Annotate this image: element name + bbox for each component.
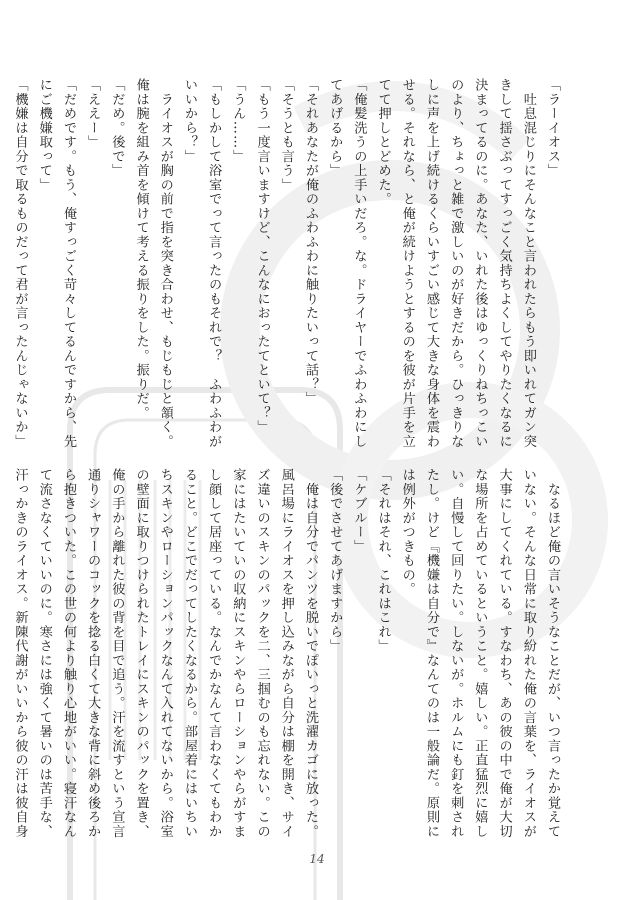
text-line: な場所を占めているということ。嬉しい。正直猛烈に嬉し: [472, 468, 488, 839]
text-line: い。自慢して回りたい。しないが。ホルムにも釘を刺され: [448, 468, 464, 839]
text-line: 決まってるのに。あなた、いれた後はゆっくりねちっこい: [472, 78, 488, 449]
text-line: 「それはそれ、これはこれ」: [375, 468, 391, 654]
text-line: ること。どこでだってしたくなるから。部屋着にはいちい: [181, 468, 197, 839]
text-line: ら抱きついた。この世の何より触り心地がいい。寝汗なん: [60, 468, 76, 839]
text-line: しに声を上げ続けるくらいすごい感じて大きな身体を震わ: [423, 78, 439, 449]
text-line: 「機嫌は自分で取るものだって君が言ったんじゃないか」: [12, 78, 28, 449]
lower-text-block: [12, 468, 564, 839]
text-line: のより、ちょっと雑で激しいのが好きだから。ひっきりな: [448, 78, 464, 449]
text-line: にご機嫌取って」: [36, 78, 52, 192]
text-line: てあげるから」: [327, 78, 343, 178]
text-line: し顔して居座っている。なんでかなんて言わなくてもわか: [206, 468, 222, 839]
text-line: 「それあなたが俺のふわふわに触りたいって話？」: [302, 78, 318, 406]
text-line: 「俺髪洗うの上手いだろ。な。ドライヤーでふわふわにし: [351, 78, 367, 449]
text-line: の壁面に取りつけられたトレイにスキンのパックを置き、: [133, 468, 149, 839]
text-line: きして揺さぶってすっごく気持ちよくしてやりたくなるに: [496, 78, 512, 449]
text-line: 大事にしてくれている。すなわち、あの彼の中で俺が大切: [496, 468, 512, 839]
text-line: 「ケブルー」: [351, 468, 367, 554]
text-line: 「ラーイオス」: [545, 78, 560, 178]
text-line: たし。けど『機嫌は自分で』なんてのは一般論だ。原則に: [423, 468, 439, 839]
text-line: 「だめです。もう、俺すっごく苛々してるんですから、先: [60, 78, 76, 449]
text-line: 家にはたいていの収納にスキンやらローションやらがすま: [230, 468, 246, 839]
text-line: 通りシャワーのコックを捻る白くて大きな背に斜め後ろか: [85, 468, 101, 839]
text-line: て流さなくていいのに。寒さには強くて暑いのは苦手な、: [36, 468, 52, 839]
text-line: 俺は腕を組み首を傾けて考える振りをした。振りだ。: [133, 78, 149, 420]
text-line: 俺の手から離れた彼の背を目で追う。汗を流すという宣言: [109, 468, 125, 839]
text-line: ライオスが胸の前で指を突き合わせ、もじもじと頷く。: [157, 78, 173, 449]
text-line: 吐息混じりにそんなこと言われたらもう即いれてガン突: [520, 78, 536, 449]
text-line: 「うん……」: [230, 78, 246, 164]
text-line: いない。そんな日常に取り紛れた俺の言葉を、ライオスが: [520, 468, 536, 839]
text-line: 「もしかして浴室でって言ったのもそれで？ ふわふわが: [206, 78, 222, 449]
text-line: なるほど俺の言いそうなことだが、いつ言ったか覚えて: [545, 468, 560, 839]
text-line: ズ違いのスキンのパックを二、三掴むのも忘れない。この: [254, 468, 270, 839]
text-line: は例外がつきもの。: [399, 468, 415, 597]
upper-text-block: [12, 78, 564, 449]
text-line: せる。それなら、と俺が続けようとするのを彼が片手を立: [399, 78, 415, 449]
text-line: 「そうとも言う」: [278, 78, 294, 192]
text-line: 俺は自分でパンツを脱いでぽいっと洗濯カゴに放った。: [302, 468, 318, 839]
text-line: 「だめ。後で」: [109, 78, 125, 178]
text-line: ちスキンやローションパックなんて入れてないから。浴室: [157, 468, 173, 839]
text-line: てて押しとどめた。: [375, 78, 391, 207]
text-line: 「後でさせてあげますから」: [327, 468, 343, 654]
text-line: いいから？」: [181, 78, 197, 164]
page-number: 14: [309, 852, 325, 866]
text-line: 風呂場にライオスを押し込みながら自分は棚を開き、サイ: [278, 468, 294, 839]
text-line: 「ええー」: [85, 78, 101, 150]
text-line: 汗っかきのライオス。新陳代謝がいいから彼の汗は彼自身: [12, 468, 28, 839]
text-line: 「もう一度言いますけど、こんなにおったてといて？」: [254, 78, 270, 435]
